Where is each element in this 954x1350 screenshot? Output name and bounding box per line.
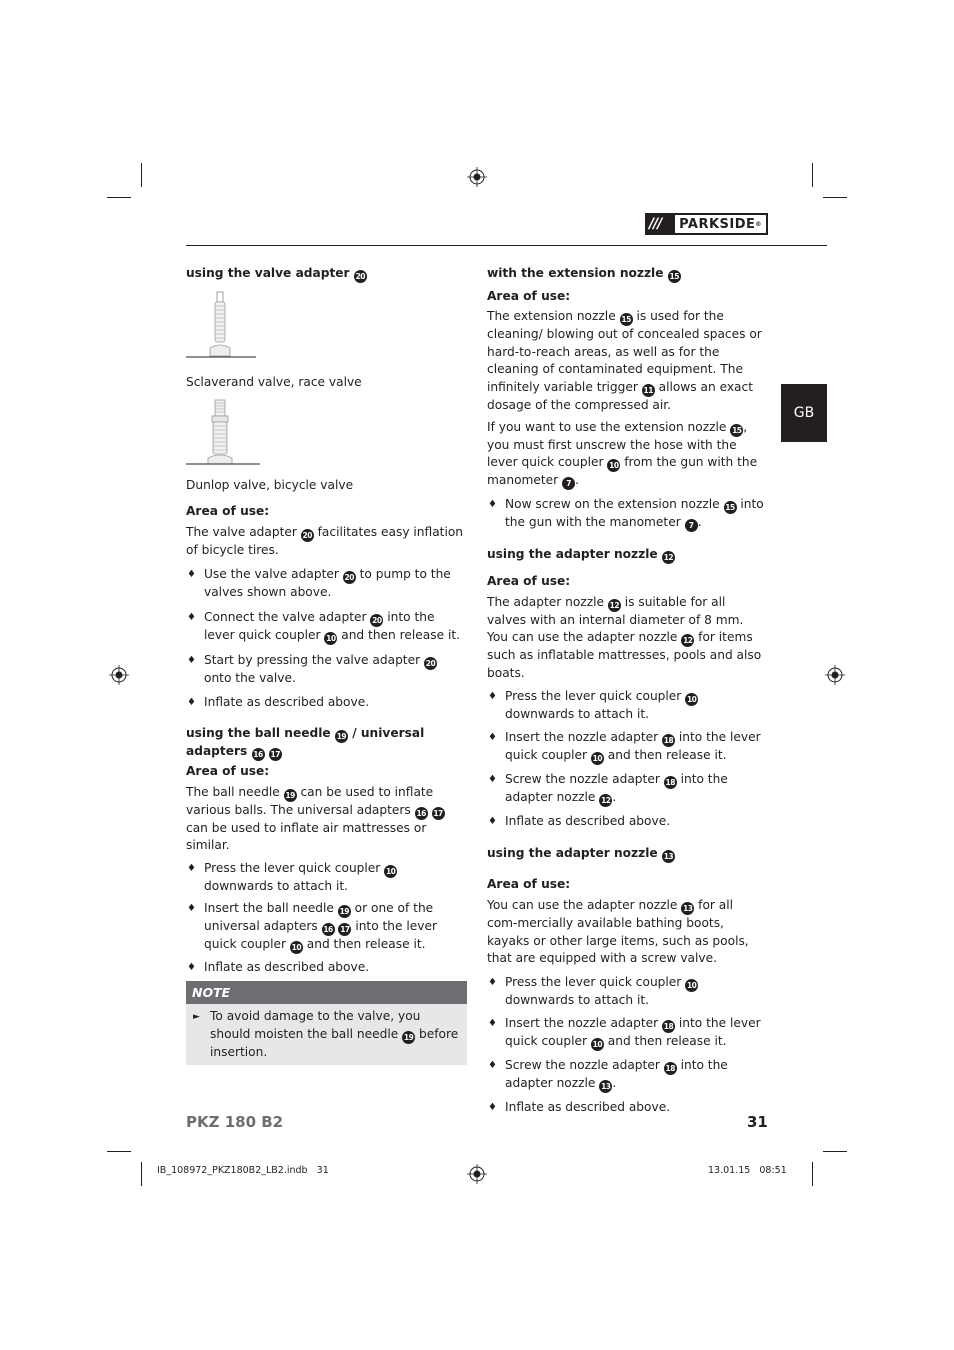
crop-mark <box>823 1151 847 1152</box>
adapter-nozzle-12-heading: using the adapter nozzle 12 <box>487 547 674 563</box>
ref-badge: 19 <box>339 907 349 917</box>
list-item: ♦ Screw the nozzle adapter 18 into the adapter nozzle 13 . <box>487 1057 767 1093</box>
list-item: ♦ Inflate as described above. <box>487 813 767 830</box>
ref-badge: 16 <box>253 750 263 760</box>
ref-badge: 7 <box>685 519 698 532</box>
list-item: ♦ Insert the ball needle 19 or one of the universal adapters 16 17 into the lever quick coupler 10 and then release it. <box>186 900 468 954</box>
extension-nozzle-instructions: If you want to use the extension nozzle 15 , you must first unscrew the hose with the lever quick coupler 10 from the gun with the manometer 7 . <box>487 420 758 489</box>
parkside-logo <box>645 213 768 235</box>
ref-badge: 10 <box>291 943 302 953</box>
ref-badge: 17 <box>270 750 280 760</box>
ref-badge: 10 <box>686 980 697 990</box>
list-item: ♦ Use the valve adapter 20 to pump to the valves shown above. <box>186 566 468 601</box>
ref-badge: 12 <box>609 600 620 610</box>
logo-brand <box>675 215 766 233</box>
area-of-use-heading: Area of use: <box>186 764 270 779</box>
ball-needle-heading: using the ball needle 19 / universal adapters 16 17 <box>186 726 425 760</box>
crop-mark <box>141 1162 142 1186</box>
list-item: ♦ Press the lever quick coupler 10 downwards to attach it. <box>186 860 468 895</box>
list-item: ♦ Press the lever quick coupler 10 downwards to attach it. <box>487 974 767 1009</box>
ref-badge: 7 <box>562 477 575 490</box>
ref-badge: 13 <box>663 851 674 861</box>
dunlop-valve-illustration <box>186 396 261 468</box>
ref-badge: 10 <box>385 866 396 876</box>
slug-date: 13.01.15 08:51 <box>708 1165 787 1176</box>
ref-badge: 20 <box>355 272 366 281</box>
registration-mark-icon <box>467 167 487 187</box>
ref-badge: 12 <box>663 553 674 563</box>
list-item: ♦ Insert the nozzle adapter 18 into the lever quick coupler 10 and then release it. <box>487 729 767 765</box>
area-of-use-heading: Area of use: <box>487 574 571 589</box>
list-item: ♦ Inflate as described above. <box>487 1099 767 1116</box>
crop-mark <box>141 163 142 187</box>
ball-needle-description: The ball needle 19 can be used to inflate various balls. The universal adapters 16 17 can be used to inflate air mattresses or similar. <box>186 784 443 853</box>
ref-badge: 12 <box>601 796 611 806</box>
list-item: ♦ Connect the valve adapter 20 into the lever quick coupler 10 and then release it. <box>186 609 468 645</box>
header-rule <box>186 245 827 246</box>
ref-badge: 10 <box>609 461 619 471</box>
ref-badge: 10 <box>326 633 336 643</box>
note-text: ► To avoid damage to the valve, you should moisten the ball needle 19 before insertion. <box>186 1004 467 1065</box>
ref-badge: 15 <box>732 426 742 436</box>
crop-mark <box>823 197 847 198</box>
ref-badge: 18 <box>663 1021 674 1031</box>
list-item: ♦ Now screw on the extension nozzle 15 into the gun with the manometer 7 . <box>487 496 767 532</box>
ref-badge: 10 <box>592 754 603 764</box>
ref-badge: 19 <box>403 1032 414 1042</box>
ref-badge: 16 <box>416 808 426 818</box>
caption-sclaverand <box>186 374 468 391</box>
ref-badge: 20 <box>344 573 354 583</box>
ref-badge: 16 <box>323 925 333 935</box>
valve-adapter-description: The valve adapter 20 facilitates easy inflation of bicycle tires. <box>186 524 464 557</box>
list-item: ♦ Start by pressing the valve adapter 20 onto the valve. <box>186 652 468 687</box>
logo-slashes: /// <box>649 216 662 232</box>
area-of-use-heading: Area of use: <box>487 876 571 891</box>
caption-text: Sclaverand valve, race valve <box>186 375 362 389</box>
valve-adapter-heading: using the valve adapter 20 <box>186 266 366 281</box>
left-column-body <box>186 477 468 1065</box>
registration-mark-icon <box>109 665 129 685</box>
ref-badge: 19 <box>285 790 295 800</box>
page-number: 31 <box>747 1113 768 1131</box>
right-column <box>487 265 767 1116</box>
logo-brand-text: PARKSIDE <box>679 216 756 232</box>
left-column <box>186 265 468 283</box>
ref-badge: 12 <box>683 636 693 646</box>
extension-nozzle-description: The extension nozzle 15 is used for the cleaning/ blowing out of concealed spaces or hard-to-reach areas, as well as for the cleaning of contaminated equipment. The infinitely variable trigger 11 allows an exact dosage of the compressed air. <box>487 309 762 412</box>
adapter-nozzle-13-heading: using the adapter nozzle 13 <box>487 845 674 861</box>
caption-dunlop: Dunlop valve, bicycle valve <box>186 478 354 492</box>
ref-badge: 15 <box>669 272 679 281</box>
registration-mark-icon <box>467 1164 487 1184</box>
ref-badge: 15 <box>725 503 735 513</box>
ref-badge: 18 <box>665 1063 675 1073</box>
ref-badge: 20 <box>302 530 312 540</box>
ref-badge: 15 <box>621 315 631 325</box>
logo-registered: ® <box>755 220 762 228</box>
ref-badge: 10 <box>686 695 697 705</box>
note-title: NOTE <box>186 981 467 1004</box>
ref-badge: 20 <box>372 615 382 625</box>
area-of-use-heading: Area of use: <box>487 289 571 303</box>
ref-badge: 19 <box>336 732 347 742</box>
area-of-use-heading: Area of use: <box>186 504 270 519</box>
crop-mark <box>107 197 131 198</box>
crop-mark <box>107 1151 131 1152</box>
crop-mark <box>812 163 813 187</box>
ref-badge: 17 <box>433 808 443 818</box>
adapter-nozzle-12-description: The adapter nozzle 12 is suitable for all valves with an internal diameter of 8 mm. You can use the adapter nozzle 12 for items such as inflatable mattresses, pools and also boats. <box>487 594 762 680</box>
note-box <box>186 981 467 1065</box>
ref-badge: 13 <box>683 904 693 914</box>
slug-file: IB_108972_PKZ180B2_LB2.indb 31 <box>157 1165 329 1176</box>
list-item: ♦ Screw the nozzle adapter 18 into the adapter nozzle 12 . <box>487 771 767 807</box>
list-item: ♦ Inflate as described above. <box>186 694 468 711</box>
ref-badge: 11 <box>643 385 653 395</box>
language-tab: GB <box>781 384 827 442</box>
ref-badge: 20 <box>425 658 436 668</box>
ref-badge: 10 <box>592 1039 603 1049</box>
footer-model: PKZ 180 B2 <box>186 1113 284 1131</box>
list-item: ♦ Press the lever quick coupler 10 downwards to attach it. <box>487 688 767 723</box>
registration-mark-icon <box>825 665 845 685</box>
ref-badge: 18 <box>665 778 675 788</box>
ref-badge: 18 <box>663 736 674 746</box>
ref-badge: 13 <box>601 1081 611 1091</box>
list-item: ♦ Inflate as described above. <box>186 959 468 976</box>
extension-nozzle-heading: with the extension nozzle 15 <box>487 266 679 281</box>
ref-badge: 17 <box>340 925 350 935</box>
adapter-nozzle-13-description: You can use the adapter nozzle 13 for all com-mercially available bathing boots, kayaks or other large items, such as pools, that are equipped with a screw valve. <box>487 898 749 966</box>
list-item: ♦ Insert the nozzle adapter 18 into the lever quick coupler 10 and then release it. <box>487 1015 767 1051</box>
crop-mark <box>812 1162 813 1186</box>
sclaverand-valve-illustration <box>186 288 258 360</box>
